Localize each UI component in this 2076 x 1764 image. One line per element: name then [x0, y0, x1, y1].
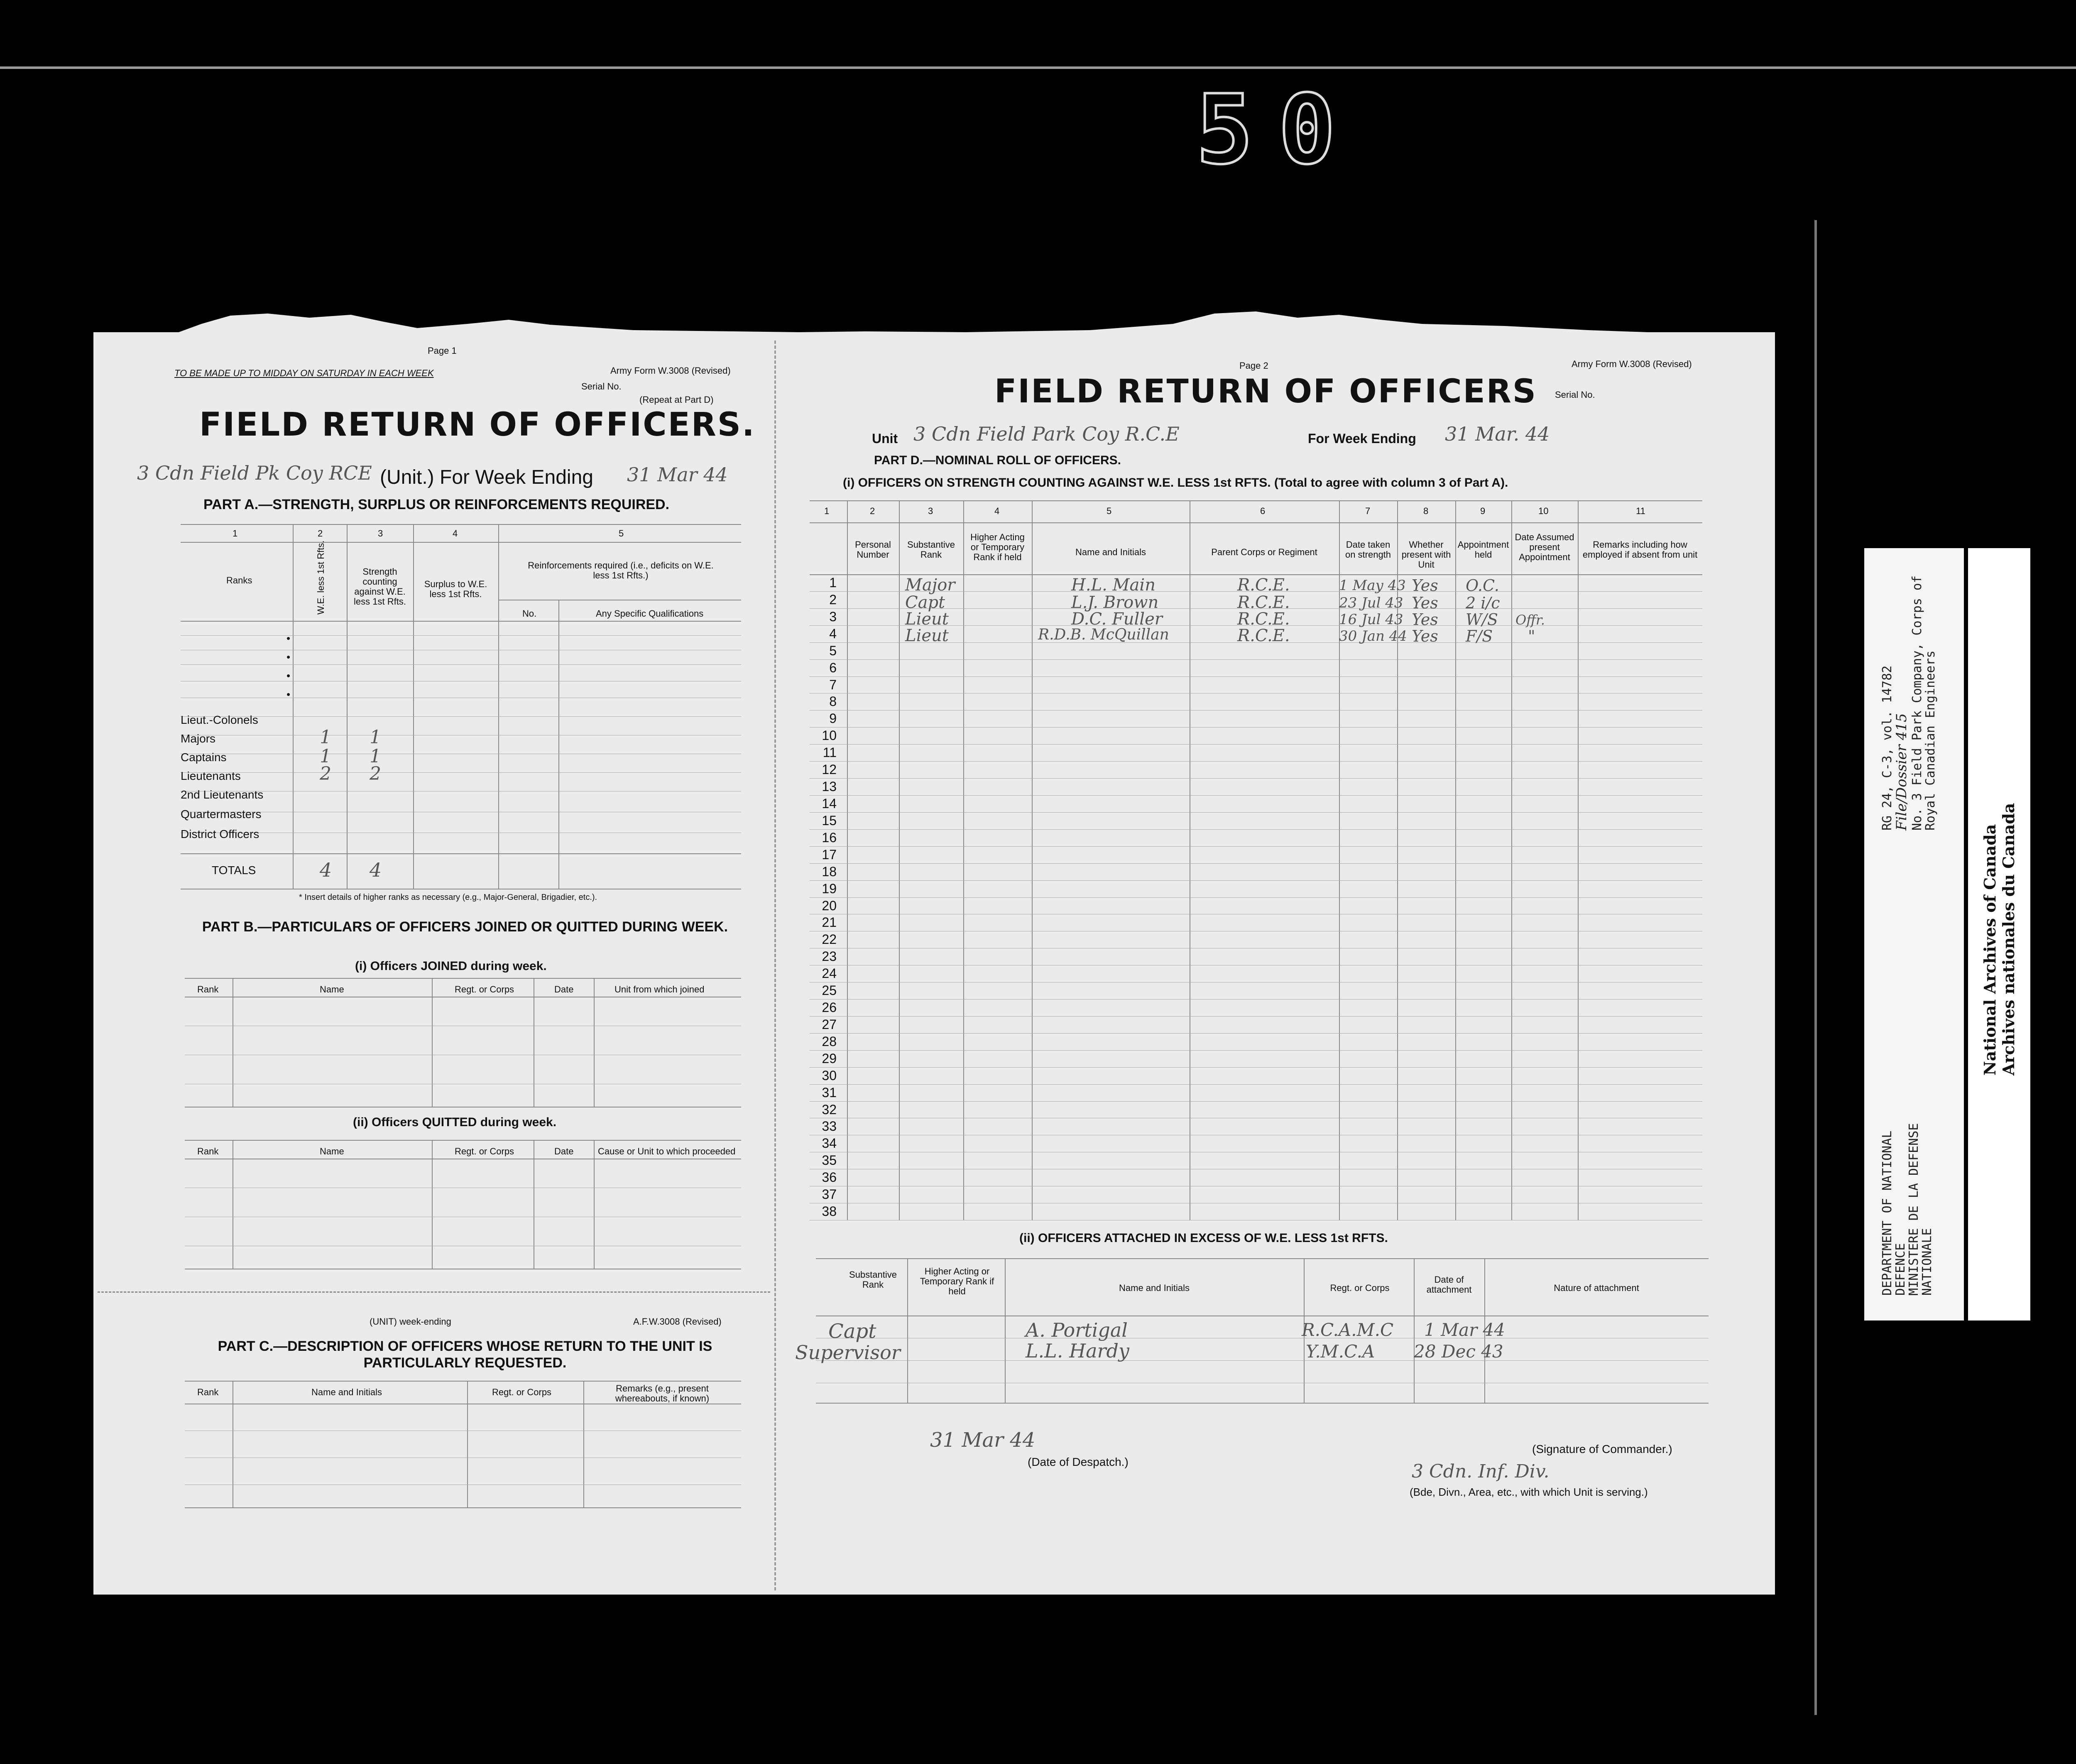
roll-row-line	[810, 744, 1702, 745]
archive-dept-4: NATIONALE	[1920, 1228, 1934, 1296]
roll-row-number: 37	[822, 1187, 837, 1202]
header-date-assumed: Date Assumed present Appointment	[1515, 532, 1574, 562]
roll-row-number: 16	[822, 830, 837, 845]
part-a-col-3: 3	[378, 528, 383, 539]
joined-header-name: Name	[320, 984, 344, 995]
part-d-col-2: 2	[870, 506, 875, 516]
roll-row-number: 21	[822, 915, 837, 930]
page2-unit-label: Unit	[872, 431, 898, 446]
roll-row-number: 3	[829, 609, 837, 624]
page1-unit-handwritten: 3 Cdn Field Pk Coy RCE	[137, 462, 372, 484]
part-d-col-11: 11	[1636, 506, 1645, 516]
despatch-date: 31 Mar 44	[930, 1428, 1036, 1452]
roll-row-line	[810, 1084, 1702, 1085]
roll-row-number: 26	[822, 1000, 837, 1015]
roll-row-number: 35	[822, 1153, 837, 1168]
page2-serial-no: Serial No.	[1555, 390, 1595, 400]
roll-row-line	[810, 659, 1702, 660]
joined-header-unit: Unit from which joined	[614, 984, 705, 995]
roll-row-line	[810, 1067, 1702, 1068]
roll-row-number: 6	[829, 660, 837, 675]
part-d-col-3: 3	[928, 506, 933, 516]
attached-rank: Capt	[828, 1320, 876, 1343]
page1-week-ending: 31 Mar 44	[627, 463, 728, 486]
part-d-subtitle: (i) OFFICERS ON STRENGTH COUNTING AGAINST W.E. LESS 1st RFTS. (Total to agree with column 3 of Part A).	[843, 476, 1508, 490]
roll-row-line	[810, 863, 1702, 864]
page2-week-label: For Week Ending	[1308, 431, 1416, 446]
part-c-header-remarks: Remarks (e.g., present whereabouts, if known)	[615, 1383, 710, 1404]
rank-label: Lieut.-Colonels	[181, 713, 258, 726]
roll-row-number: 22	[822, 932, 837, 947]
roll-row-number: 17	[822, 847, 837, 862]
quitted-header-name: Name	[320, 1146, 344, 1156]
part-c-header-rank: Rank	[197, 1387, 219, 1397]
header-strength: Strength counting against W.E. less 1st Rfts.	[354, 566, 406, 607]
page1-afw: A.F.W.3008 (Revised)	[633, 1316, 722, 1327]
roll-row-line	[810, 812, 1702, 813]
archive-nac-en: National Archives of Canada	[1981, 824, 1999, 1076]
rank-label: 2nd Lieutenants	[181, 788, 264, 801]
roll-row-number: 2	[829, 592, 837, 607]
joined-title: (i) Officers JOINED during week.	[355, 959, 547, 973]
quitted-header-date: Date	[554, 1146, 574, 1156]
part-a-footnote: * Insert details of higher ranks as necessary (e.g., Major-General, Brigadier, etc.).	[299, 893, 597, 902]
roll-row-line	[810, 1016, 1702, 1017]
header-date-taken: Date taken on strength	[1345, 539, 1391, 560]
part-c-title: PART C.—DESCRIPTION OF OFFICERS WHOSE RETURN TO THE UNIT IS PARTICULARLY REQUESTED.	[218, 1338, 712, 1371]
roll-row-line	[810, 778, 1702, 779]
roll-corps: R.C.E.	[1237, 610, 1290, 629]
roll-row-number: 20	[822, 898, 837, 913]
totals-label: TOTALS	[212, 864, 256, 877]
rank-label: Quartermasters	[181, 808, 262, 821]
roll-row-number: 38	[822, 1204, 837, 1219]
rank-we-value: 1	[320, 727, 331, 748]
roll-row-number: 36	[822, 1170, 837, 1185]
roll-name: D.C. Fuller	[1071, 610, 1163, 629]
part-c-header-corps: Regt. or Corps	[492, 1387, 552, 1397]
roll-assumed: "	[1528, 627, 1535, 645]
quitted-header-cause: Cause or Unit to which proceeded	[598, 1146, 736, 1156]
header-no: No.	[522, 608, 537, 619]
attached-corps: R.C.A.M.C	[1302, 1320, 1394, 1340]
roll-row-line	[810, 999, 1702, 1000]
roll-row-line	[810, 795, 1702, 796]
joined-header-corps: Regt. or Corps	[455, 984, 514, 995]
page1-unit-label: (Unit.) For Week Ending	[380, 466, 593, 488]
attached-name: L.L. Hardy	[1026, 1340, 1129, 1362]
roll-row-number: 19	[822, 881, 837, 896]
part-d-col-7: 7	[1365, 506, 1371, 516]
roll-row-number: 27	[822, 1017, 837, 1032]
attached-header-date: Date of attachment	[1426, 1274, 1472, 1295]
rank-strength-value: 2	[370, 763, 381, 784]
roll-name: R.D.B. McQuillan	[1038, 626, 1169, 643]
roll-corps: R.C.E.	[1237, 576, 1290, 595]
roll-rank: Capt	[905, 593, 945, 612]
roll-row-number: 8	[829, 694, 837, 709]
attached-name: A. Portigal	[1026, 1319, 1128, 1341]
roll-row-number: 11	[823, 745, 837, 760]
attached-header-higher-rank: Higher Acting or Temporary Rank if held	[920, 1266, 994, 1296]
header-remarks: Remarks including how employed if absent from unit	[1582, 539, 1698, 560]
roll-assumed: Offr.	[1515, 612, 1545, 628]
roll-date: 1 May 43	[1339, 577, 1406, 594]
part-d-title: PART D.—NOMINAL ROLL OF OFFICERS.	[874, 453, 1121, 467]
roll-present: Yes	[1412, 610, 1438, 629]
roll-appointment: F/S	[1466, 627, 1493, 645]
part-d-col-6: 6	[1260, 506, 1266, 516]
header-ranks: Ranks	[226, 575, 252, 586]
attached-header-rank: Substantive Rank	[849, 1269, 897, 1290]
page1-army-form: Army Form W.3008 (Revised)	[610, 365, 731, 376]
part-d-col-8: 8	[1423, 506, 1429, 516]
attached-corps: Y.M.C.A	[1306, 1341, 1375, 1362]
form-paper	[93, 332, 1775, 1595]
roll-corps: R.C.E.	[1237, 626, 1290, 645]
roll-row-number: 1	[829, 575, 837, 590]
roll-row-line	[810, 880, 1702, 881]
totals-we: 4	[320, 859, 332, 881]
film-edge-line	[0, 66, 2076, 69]
part-d-col-10: 10	[1538, 506, 1549, 516]
roll-row-number: 24	[822, 966, 837, 981]
roll-row-number: 30	[822, 1068, 837, 1083]
page2-week-handwritten: 31 Mar. 44	[1445, 423, 1550, 445]
roll-name: H.L. Main	[1071, 576, 1156, 595]
roll-rank: Major	[905, 576, 955, 595]
totals-strength: 4	[370, 859, 382, 881]
part-d-col-1: 1	[824, 506, 830, 516]
roll-row-number: 25	[822, 983, 837, 998]
part-a-col-4: 4	[453, 528, 458, 539]
roll-row-number: 23	[822, 949, 837, 964]
roll-rank: Lieut	[905, 626, 949, 645]
roll-date: 30 Jan 44	[1339, 628, 1407, 644]
roll-row-number: 7	[829, 677, 837, 692]
part-d-col-9: 9	[1480, 506, 1486, 516]
page2-unit-handwritten: 3 Cdn Field Park Coy R.C.E	[913, 423, 1180, 445]
unit-week-ending: (UNIT) week-ending	[370, 1316, 451, 1327]
roll-row-line	[810, 1050, 1702, 1051]
page-fold	[774, 341, 776, 1590]
roll-row-number: 18	[822, 864, 837, 879]
header-substantive-rank: Substantive Rank	[907, 539, 955, 560]
roll-row-line	[810, 846, 1702, 847]
formation-label: (Bde, Divn., Area, etc., with which Unit is serving.)	[1410, 1486, 1648, 1498]
part-d-col-5: 5	[1107, 506, 1112, 516]
page1-instruction: TO BE MADE UP TO MIDDAY ON SATURDAY IN EACH WEEK	[174, 368, 434, 378]
roll-present: Yes	[1412, 627, 1438, 645]
roll-row-number: 14	[822, 796, 837, 811]
roll-row-line	[810, 897, 1702, 898]
archive-file: File/Dossier 415	[1893, 713, 1910, 831]
header-surplus: Surplus to W.E. less 1st Rfts.	[424, 579, 487, 599]
page1-repeat-note: (Repeat at Part D)	[639, 394, 714, 405]
part-b-title: PART B.—PARTICULARS OF OFFICERS JOINED OR QUITTED DURING WEEK.	[202, 919, 728, 935]
quitted-title: (ii) Officers QUITTED during week.	[353, 1115, 557, 1129]
rank-label: District Officers	[181, 828, 260, 840]
roll-row-line	[810, 761, 1702, 762]
roll-row-number: 13	[822, 779, 837, 794]
roll-row-number: 5	[829, 643, 837, 658]
archive-dept-2: DEFENCE	[1893, 1243, 1908, 1296]
roll-appointment: W/S	[1466, 610, 1498, 629]
part-a-col-1: 1	[233, 528, 238, 539]
attached-title: (ii) OFFICERS ATTACHED IN EXCESS OF W.E. LESS 1st RFTS.	[1019, 1231, 1388, 1245]
archive-desc-2: Royal Canadian Engineers	[1923, 650, 1938, 831]
roll-row-line	[810, 676, 1702, 677]
attached-rank: Supervisor	[795, 1341, 901, 1364]
film-guide-line	[1814, 220, 1817, 1715]
joined-header-date: Date	[554, 984, 574, 995]
attached-header-name: Name and Initials	[1119, 1283, 1190, 1293]
page1-serial-no: Serial No.	[581, 381, 622, 392]
archive-dept-3: MINISTERE DE LA DEFENSE	[1907, 1123, 1921, 1296]
attached-date: 28 Dec 43	[1414, 1341, 1503, 1362]
formation-handwritten: 3 Cdn. Inf. Div.	[1412, 1461, 1550, 1482]
attached-header-nature: Nature of attachment	[1554, 1283, 1639, 1293]
roll-row-number: 9	[829, 711, 837, 726]
roll-present: Yes	[1412, 594, 1438, 612]
header-appointment: Appointment held	[1457, 539, 1509, 560]
attached-date: 1 Mar 44	[1424, 1320, 1505, 1340]
header-parent-corps: Parent Corps or Regiment	[1211, 547, 1317, 557]
header-higher-rank: Higher Acting or Temporary Rank if held	[970, 532, 1025, 562]
roll-present: Yes	[1412, 576, 1438, 595]
roll-row-number: 12	[822, 762, 837, 777]
quitted-header-corps: Regt. or Corps	[455, 1146, 514, 1156]
page2-army-form: Army Form W.3008 (Revised)	[1572, 359, 1692, 369]
roll-date: 16 Jul 43	[1339, 611, 1403, 628]
frame-number: 50	[1196, 75, 1361, 186]
rank-label: Captains	[181, 751, 227, 764]
rank-strength-value: 1	[370, 746, 381, 767]
part-c-header-name: Name and Initials	[311, 1387, 382, 1397]
archive-rg: RG 24, C-3, vol. 14782	[1880, 665, 1895, 831]
header-reinforcements: Reinforcements required (i.e., deficits on W.E. less 1st Rfts.)	[528, 560, 714, 581]
roll-appointment: O.C.	[1466, 576, 1499, 595]
header-qualifications: Any Specific Qualifications	[596, 608, 704, 619]
roll-row-line	[810, 1033, 1702, 1034]
roll-row-number: 33	[822, 1119, 837, 1134]
roll-row-line	[810, 829, 1702, 830]
roll-row-number: 15	[822, 813, 837, 828]
roll-name: L.J. Brown	[1071, 593, 1159, 612]
roll-row-number: 29	[822, 1051, 837, 1066]
header-name-initials: Name and Initials	[1075, 547, 1146, 557]
attached-header-corps: Regt. or Corps	[1330, 1283, 1390, 1293]
archive-nac-fr: Archives nationales du Canada	[1999, 803, 2018, 1076]
part-d-col-4: 4	[994, 506, 1000, 516]
roll-row-number: 28	[822, 1034, 837, 1049]
page2-title: FIELD RETURN OF OFFICERS	[994, 373, 1537, 410]
rank-label: Majors	[181, 732, 216, 745]
roll-row-number: 10	[822, 728, 837, 743]
roll-date: 23 Jul 43	[1339, 595, 1403, 611]
cut-line	[98, 1291, 770, 1293]
part-a-col-2: 2	[318, 528, 323, 539]
part-a-col-5: 5	[619, 528, 624, 539]
roll-corps: R.C.E.	[1237, 593, 1290, 612]
signature-label: (Signature of Commander.)	[1532, 1443, 1672, 1455]
rank-label: Lieutenants	[181, 769, 241, 782]
roll-rank: Lieut	[905, 610, 949, 629]
roll-row-line	[810, 727, 1702, 728]
roll-row-number: 34	[822, 1136, 837, 1151]
roll-row-number: 4	[829, 626, 837, 641]
roll-appointment: 2 i/c	[1466, 594, 1500, 612]
quitted-header-rank: Rank	[197, 1146, 219, 1156]
despatch-label: (Date of Despatch.)	[1028, 1455, 1129, 1468]
page1-label: Page 1	[428, 345, 457, 356]
roll-row-line	[810, 1101, 1702, 1102]
rank-we-value: 1	[320, 746, 331, 767]
header-we: W.E. less 1st Rfts.	[316, 540, 326, 615]
roll-row-number: 31	[822, 1085, 837, 1100]
part-a-title: PART A.—STRENGTH, SURPLUS OR REINFORCEMENTS REQUIRED.	[203, 497, 670, 512]
rank-we-value: 2	[320, 763, 331, 784]
archive-desc-1: No. 3 Field Park Company, Corps of	[1910, 575, 1924, 831]
joined-header-rank: Rank	[197, 984, 219, 995]
page1-title: FIELD RETURN OF OFFICERS.	[199, 406, 756, 443]
roll-row-number: 32	[822, 1102, 837, 1117]
archive-dept-1: DEPARTMENT OF NATIONAL	[1880, 1130, 1895, 1296]
header-personal-number: Personal Number	[855, 539, 891, 560]
rank-strength-value: 1	[370, 727, 381, 748]
header-whether-present: Whether present with Unit	[1401, 539, 1451, 570]
page2-label: Page 2	[1239, 360, 1268, 371]
